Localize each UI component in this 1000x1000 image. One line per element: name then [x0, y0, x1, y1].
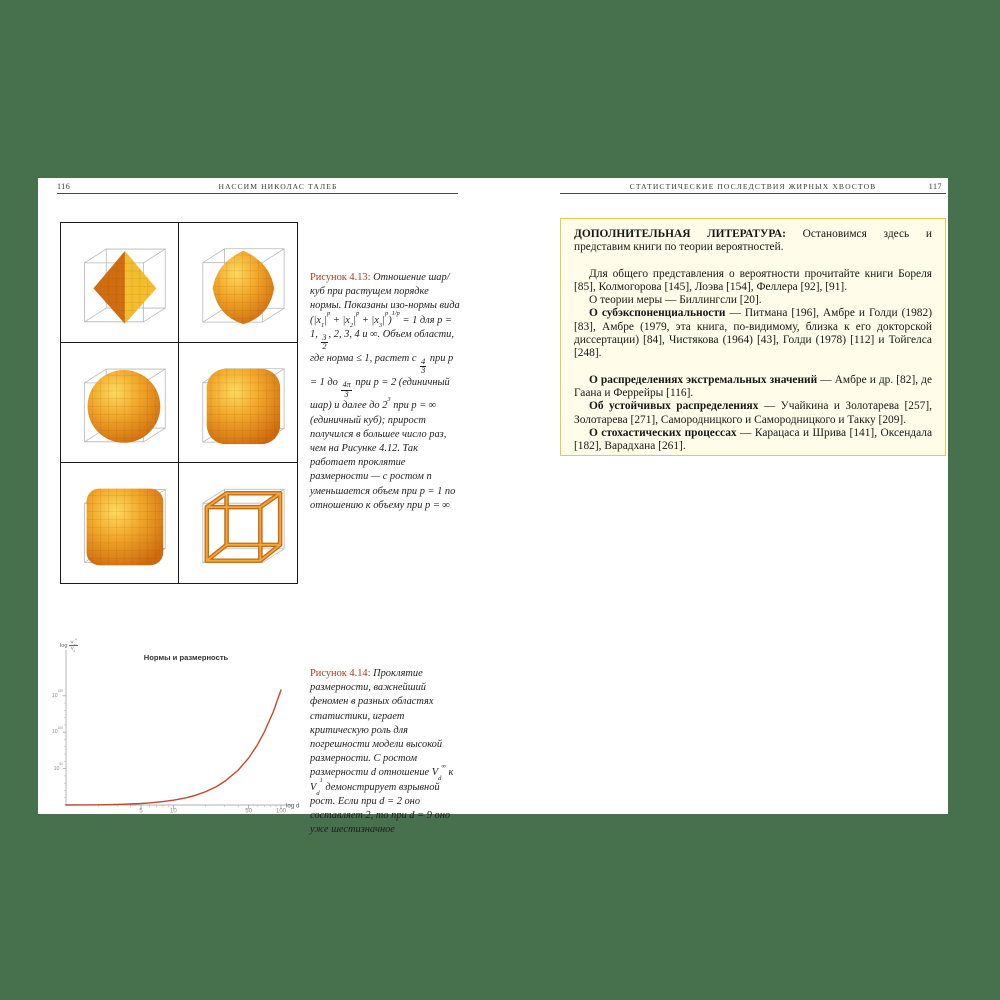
octahedron-plot	[61, 223, 178, 342]
figure-4-14-caption	[310, 667, 463, 837]
figure-4-13-grid	[60, 222, 298, 584]
norms-dimension-chart	[51, 636, 310, 815]
figure-4-13-caption	[310, 271, 460, 513]
curve	[66, 690, 281, 805]
svg-text:100: 100	[275, 808, 287, 815]
chart-title: Нормы и размерность	[143, 653, 229, 662]
svg-text:10: 10	[170, 808, 177, 815]
isonorm-panel-p-inf	[179, 463, 297, 583]
isonorm-panel-p1	[61, 223, 179, 343]
isonorm-panel-p4	[61, 463, 179, 583]
isonorm-panel-p3	[179, 343, 297, 463]
running-header-left: НАССИМ НИКОЛАС ТАЛЕБ	[218, 182, 338, 191]
figure-4-14-label: Рисунок 4.14:	[310, 668, 371, 679]
paragraph: ДОПОЛНИТЕЛЬНАЯ ЛИТЕРАТУРА: Остановимся здесь и представим книги по теории вероятностей.	[574, 228, 932, 254]
axis-ticks	[63, 696, 287, 815]
y-tick-label: $10^{50}$	[53, 762, 63, 772]
svg-text:5: 5	[139, 808, 143, 815]
y-tick-label: $10^{150}$	[51, 689, 63, 699]
running-header-right: СТАТИСТИЧЕСКИЕ ПОСЛЕДСТВИЯ ЖИРНЫХ ХВОСТОВ	[629, 182, 877, 191]
chart-x-axis-label: log d	[286, 802, 300, 810]
figure-4-14-text: Проклятие размерности, важнейший феномен в разных областях статистики, играет критическую роль для погрешности модели высокой размерности. С ростом размерности d отношение $V_d^\infty$ к $V_d^1$ демонстрирует взрывной рост. Если при d = 2 оно составляет 2, то при d = 9 оно уже шестизначное	[310, 668, 454, 836]
header-rule-right	[560, 193, 946, 194]
page-left	[38, 178, 493, 836]
squircle-cube-plot	[61, 463, 178, 583]
y-tick-label: $10^{100}$	[51, 725, 63, 736]
further-reading-box	[560, 218, 946, 456]
chart-y-axis-label: log $\frac{V_d^\infty}{V_d^1}$	[60, 636, 77, 654]
page-right	[493, 178, 948, 814]
page-number-left: 116	[57, 182, 71, 191]
isonorm-panel-p2	[61, 343, 179, 463]
further-reading-paragraphs	[574, 228, 932, 453]
rounded-octahedron-plot	[179, 223, 297, 342]
header-rule-left	[57, 193, 458, 194]
figure-4-13-text: Отношение шар/куб при растущем порядке нормы. Показаны изо-нормы вида $(|x_1|^p + |x_2|^p + |x_3|^p)^{1/p} = 1$ для p = 1, $\frac{3}{2}$ , 2, 3, 4 и ∞. Объем области, где норма ≤ 1, растет с $\frac{4}{3}$ при p = 1 до $\frac{4\pi}{3}$ при p = 2 (единичный шар) и далее до $2^3$ при p = ∞ (единичный куб); прирост получился в большее число раз, чем на Рисунке 4.12. Так работает проклятие размерности — с ростом n уменьшается объем при p = 1 по отношению к объему при p = ∞	[310, 272, 460, 511]
cube-frame-plot	[179, 463, 297, 583]
paragraph: О субэкспоненциальности — Питмана [196], Амбре и Голди (1982) [83], Амбре (1979, эта книга, по-видимому, близка к его докторской диссертации) [84], Чистякова (1964) [43], Голди (1978) [112] и Тойгелса [248].	[574, 307, 932, 360]
paragraph: О теории меры — Биллингсли [20].	[589, 294, 762, 307]
figure-4-13-label: Рисунок 4.13:	[310, 272, 371, 283]
chart-plot-area	[60, 636, 310, 815]
svg-text:50: 50	[245, 808, 252, 815]
paragraph: О стохастических процессах — Карацаса и Шрива [141], Оксендала [182], Варадхана [261].	[574, 426, 932, 453]
page-number-right: 117	[928, 182, 942, 191]
book-spread	[38, 178, 948, 836]
sphere-plot	[61, 343, 178, 462]
paragraph: Об устойчивых распределениях — Учайкина и Золотарева [257], Золотарева [271], Самородницкого и Самородницкого и Такку [209].	[574, 400, 933, 426]
rounded-cube-plot	[179, 343, 297, 462]
isonorm-panel-p3-2	[179, 223, 297, 343]
paragraph: О распределениях экстремальных значений — Амбре и др. [82], де Гаана и Феррейры [116].	[574, 373, 932, 399]
paragraph: Для общего представления о вероятности прочитайте книги Бореля [85], Колмогорова [145], Лоэва [154], Феллера [92], [91].	[574, 267, 932, 293]
